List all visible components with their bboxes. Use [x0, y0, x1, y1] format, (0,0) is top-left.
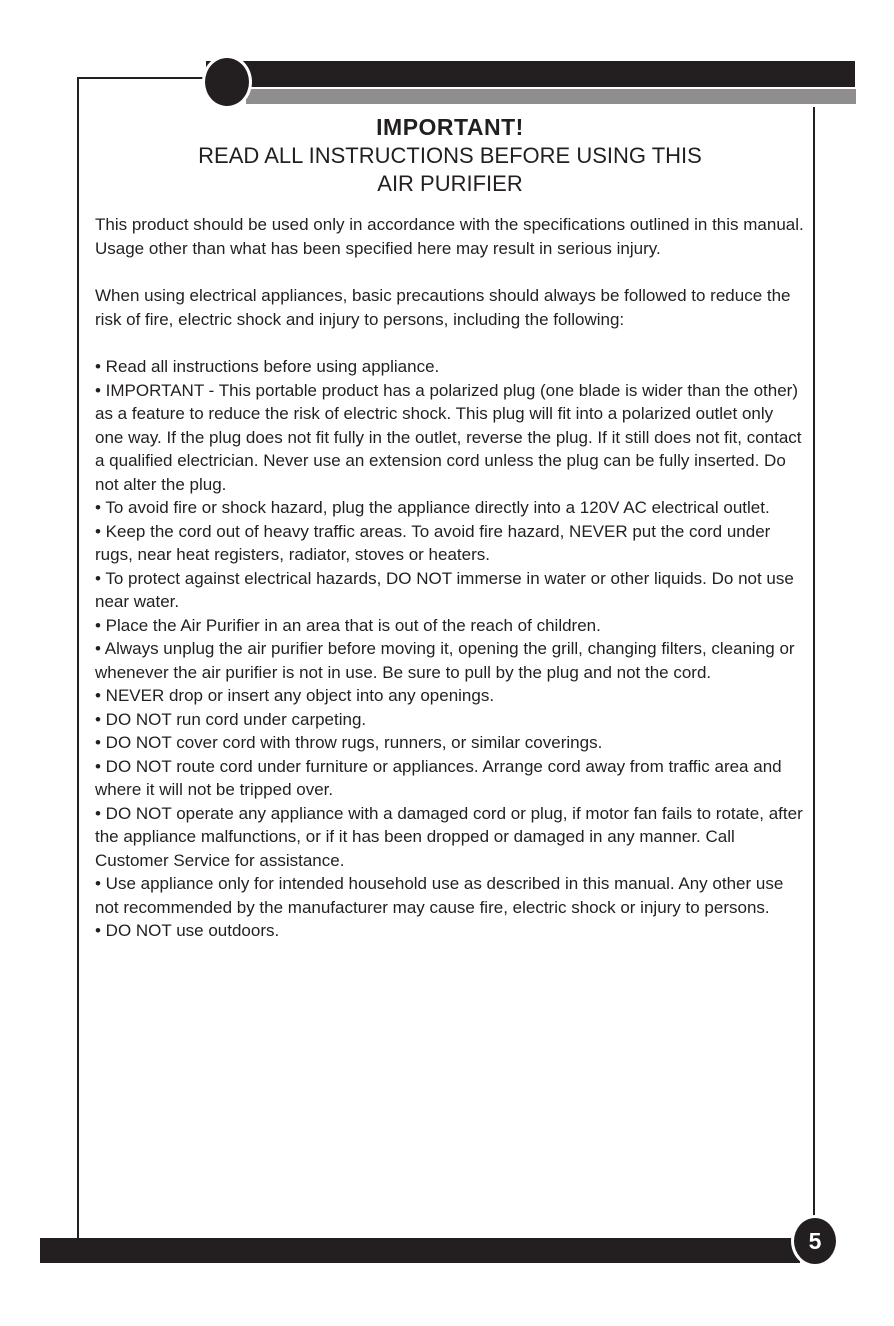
- bullet-item: • Read all instructions before using appliance.: [95, 357, 440, 376]
- header-black-bar: [206, 61, 855, 87]
- intro-paragraph: When using electrical appliances, basic precautions should always be followed to reduce the risk of fire, electric shock and injury to persons, including the following:: [95, 286, 791, 329]
- page-number-badge: [791, 1215, 839, 1267]
- page-number: 5: [808, 1227, 822, 1254]
- bullet-item: • NEVER drop or insert any object into any openings.: [95, 686, 495, 705]
- ornament-circle-icon: [202, 55, 252, 109]
- bullet-item: • Keep the cord out of heavy traffic areas. To avoid fire hazard, NEVER put the cord under rugs, near heat registers, radiator, stoves or heaters.: [95, 521, 771, 564]
- body-text: [95, 213, 805, 943]
- bullet-item: • To protect against electrical hazards, DO NOT immerse in water or other liquids. Do not use near water.: [95, 568, 794, 611]
- bullet-item: • Use appliance only for intended household use as described in this manual. Any other use not recommended by the manufacturer may cause fire, electric shock or injury to persons.: [95, 874, 784, 917]
- intro-paragraph: This product should be used only in accordance with the specifications outlined in this manual. Usage other than what has been specified here may result in serious injury.: [95, 215, 804, 258]
- bullet-item: • DO NOT run cord under carpeting.: [95, 709, 367, 729]
- page-content: [95, 112, 805, 943]
- bullet-item: • DO NOT cover cord with throw rugs, runners, or similar coverings.: [95, 733, 603, 752]
- bullet-item: • Place the Air Purifier in an area that is out of the reach of children.: [95, 615, 601, 635]
- frame-right-line: [813, 107, 815, 1217]
- bullet-item: • DO NOT route cord under furniture or appliances. Arrange cord away from traffic area and where it will not be tripped over.: [95, 756, 782, 799]
- header-gray-bar: [246, 89, 856, 104]
- bullet-item: • IMPORTANT - This portable product has a polarized plug (one blade is wider than the other) as a feature to reduce the risk of electric shock. This plug will fit into a polarized outlet only one way. If the plug does not fit fully in the outlet, reverse the plug. If it still does not fit, contact a qualified electrician. Never use an extension cord unless the plug can be fully inserted. Do not alter the plug.: [95, 380, 802, 494]
- bullet-item: • Always unplug the air purifier before moving it, opening the grill, changing filters, cleaning or whenever the air purifier is not in use. Be sure to pull by the plug and not the cord.: [95, 639, 795, 682]
- bullet-item: • DO NOT operate any appliance with a damaged cord or plug, if motor fan fails to rotate, after the appliance malfunctions, or if it has been dropped or damaged in any manner. Call Customer Service for assistance.: [95, 803, 803, 870]
- bullet-item: • DO NOT use outdoors.: [95, 921, 280, 940]
- frame-left-line: [77, 77, 79, 1239]
- bullet-item: • To avoid fire or shock hazard, plug the appliance directly into a 120V AC electrical outlet.: [95, 498, 770, 517]
- frame-top-line: [77, 77, 208, 79]
- page-subtitle-line2: AIR PURIFIER: [377, 171, 523, 196]
- footer-black-bar: [40, 1238, 800, 1263]
- safety-bullet-list: [95, 355, 805, 943]
- page-subtitle-line1: READ ALL INSTRUCTIONS BEFORE USING THIS: [198, 143, 702, 168]
- page-title: IMPORTANT!: [376, 114, 524, 140]
